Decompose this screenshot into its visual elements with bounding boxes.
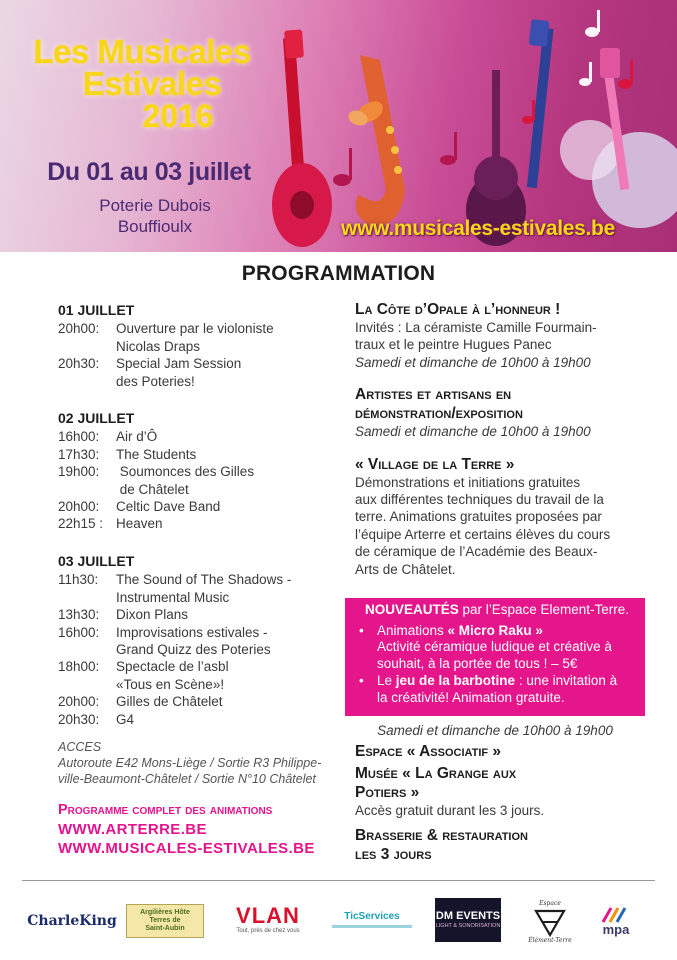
full-program-links [58,801,340,858]
festival-website[interactable]: www.musicales-estivales.be [341,217,615,240]
schedule-time: 20h30: [58,356,100,372]
ticservices-logo: TicServices [332,908,412,928]
schedule-time: 19h00: [58,464,100,480]
brasserie-line-2: les 3 jours [355,845,432,863]
musee-title-2: Potiers » [355,784,420,802]
schedule-act: Grand Quizz des Poteries [116,641,271,657]
bullet-item [359,673,635,706]
bullet1-bold: « Micro Raku » [447,622,543,638]
village-line: l’équipe Arterre et certains élèves du cours [355,526,611,542]
place-line-2: Bouffioulx [117,217,193,236]
bullet1-line: souhait, à la portée de tous ! – 5€ [377,655,578,671]
argilieres-line-1: Argilières Hôte [140,909,190,916]
schedule-act: de Châtelet [116,481,189,497]
artists-title-1: Artistes et artisans en [355,386,512,404]
schedule-act: Dixon Plans [116,607,189,623]
musicales-link[interactable]: WWW.MUSICALES-ESTIVALES.BE [58,839,315,857]
sponsor-logos [0,892,677,952]
opale-line: traux et le peintre Hugues Panec [355,337,552,353]
dm-events-name: DM EVENTS [435,910,501,922]
box-time: Samedi et dimanche de 10h00 à 19h00 [377,723,613,738]
schedule-act: Celtic Dave Band [116,499,221,515]
festival-title [14,33,270,134]
day-block [58,302,340,390]
dm-events-sub: LIGHT & SONORISATION [435,923,501,929]
dm-events-logo [435,898,501,942]
schedule-row [58,515,340,532]
title-year: 2016 [142,98,214,134]
vlan-wordmark: VLAN [236,903,300,928]
place-line-1: Poterie Dubois [99,196,211,215]
schedule-act: Nicolas Draps [116,338,201,354]
brasserie-line-1: Brasserie & restauration [355,826,528,844]
argilieres-logo [126,904,204,938]
schedule-row [58,606,340,623]
schedule-row [58,463,340,498]
mpa-wordmark: mpa [602,922,630,937]
schedule-row [58,320,340,355]
nouveautes-rest: par l’Espace Element-Terre. [458,602,630,617]
bullet2-bold: jeu de la barbotine [395,673,516,689]
festival-place [80,195,230,237]
opale-line: Invités : La céramiste Camille Fourmain- [355,320,597,335]
opale-time: Samedi et dimanche de 10h00 à 19h00 [355,354,591,370]
access-title: ACCES [58,739,102,754]
nouveautes-heading [359,602,635,619]
schedule-act: Instrumental Music [116,589,230,605]
schedule-time: 20h00: [58,321,100,337]
schedule-row [58,711,340,728]
schedule-act: Ouverture par le violoniste [116,321,274,337]
schedule-time: 16h00: [58,624,100,640]
schedule-act: «Tous en Scène»! [116,676,225,692]
schedule-row [58,571,340,606]
schedule-row [58,446,340,463]
day-title: 01 JUILLET [58,302,135,318]
day-block [58,410,340,533]
schedule-act: Air d’Ô [116,429,158,445]
schedule-row [58,355,340,390]
header-banner [0,0,677,252]
schedule-row [58,498,340,515]
vlan-logo [226,902,310,938]
full-program-title: Programme complet des animations [58,801,273,818]
schedule-act: des Poteries! [116,373,195,389]
schedule-time: 16h00: [58,429,100,445]
access-info [58,739,340,787]
bullet1-line: Activité céramique ludique et créative à [377,639,612,655]
schedule-time: 20h00: [58,499,100,515]
village-line: de céramique de l’Académie des Beaux- [355,544,598,560]
schedule-row [58,693,340,710]
schedule-act: Special Jam Session [116,356,242,372]
village-line: aux différentes techniques du travail de la [355,492,604,508]
bullet2-rest: : une invitation à [515,673,618,689]
schedule-time: 13h30: [58,607,100,623]
charleking-logo: CharleKing [27,913,117,929]
argilieres-line-3: Saint-Aubin [145,925,185,932]
activities-column [355,300,640,592]
program-heading: PROGRAMMATION [241,262,436,285]
schedule-row [58,624,340,659]
schedule-time: 17h30: [58,446,100,462]
argilieres-line-2: Terres de [149,917,181,924]
schedule-act: Improvisations estivales - [116,624,268,640]
schedule-time: 20h00: [58,694,100,710]
schedule-act: Spectacle de l’asbl [116,659,229,675]
schedule-act: Gilles de Châtelet [116,694,223,710]
element-terre-bottom: Élément-Terre [528,937,572,944]
instruments-illustration [230,0,677,252]
element-terre-logo [522,894,578,950]
access-line: Autoroute E42 Mons-Liège / Sortie R3 Philippe- [58,755,322,770]
bullet1-pre: Animations [377,622,448,638]
festival-dates: Du 01 au 03 juillet [47,158,251,186]
village-section [355,455,640,578]
schedule-time: 11h30: [58,572,99,588]
bullet2-pre: Le [377,673,396,689]
element-terre-icon [533,907,567,937]
title-line-2: Estivales [82,65,222,102]
bullet2-line: la créativité! Animation gratuite. [377,689,565,705]
footer-divider [22,880,655,881]
schedule-time: 22h15 : [58,516,104,532]
village-line: terre. Animations gratuites proposées par [355,509,602,525]
schedule-act: The Sound of The Shadows - [116,572,292,588]
village-title: « Village de la Terre » [355,455,515,473]
access-line: ville-Beaumont-Châtelet / Sortie N°10 Châtelet [58,771,316,786]
schedule-act: Heaven [116,516,163,532]
arterre-link[interactable]: WWW.ARTERRE.BE [58,820,207,838]
bullet-item [359,623,635,673]
day-block [58,553,340,728]
opale-section [355,300,640,371]
schedule-row [58,428,340,445]
mpa-logo [592,904,640,940]
vlan-tagline: Tout, près de chez vous [236,928,300,934]
opale-title: La Côte d’Opale à l’honneur ! [355,301,561,318]
element-terre-top: Espace [539,900,561,907]
day-title: 02 JUILLET [58,410,135,427]
bullet-icon: • [359,673,364,689]
associatif-title: Espace « Associatif » [355,743,502,761]
village-line: Démonstrations et initiations gratuites [355,474,581,490]
village-line: Arts de Châtelet. [355,561,456,577]
schedule-time: 18h00: [58,659,100,675]
artists-time: Samedi et dimanche de 10h00 à 19h00 [355,424,591,440]
musee-text: Accès gratuit durant les 3 jours. [355,803,545,819]
mpa-stripes-icon [601,907,631,923]
day-title: 03 JUILLET [58,552,135,569]
schedule-column [58,302,340,858]
more-activities [355,722,645,864]
schedule-time: 20h30: [58,711,100,727]
artists-section [355,385,640,440]
schedule-act: Soumonces des Gilles [116,464,255,480]
musee-title-1: Musée « La Grange aux [355,765,517,783]
schedule-act: The Students [116,446,197,462]
nouveautes-box [345,598,645,716]
title-line-1: Les Musicales [33,33,251,70]
bullet-icon: • [359,622,364,638]
artists-title-2: démonstration/exposition [355,405,523,423]
schedule-act: G4 [116,711,135,727]
nouveautes-label: NOUVEAUTÉS [364,602,459,617]
schedule-row [58,658,340,693]
